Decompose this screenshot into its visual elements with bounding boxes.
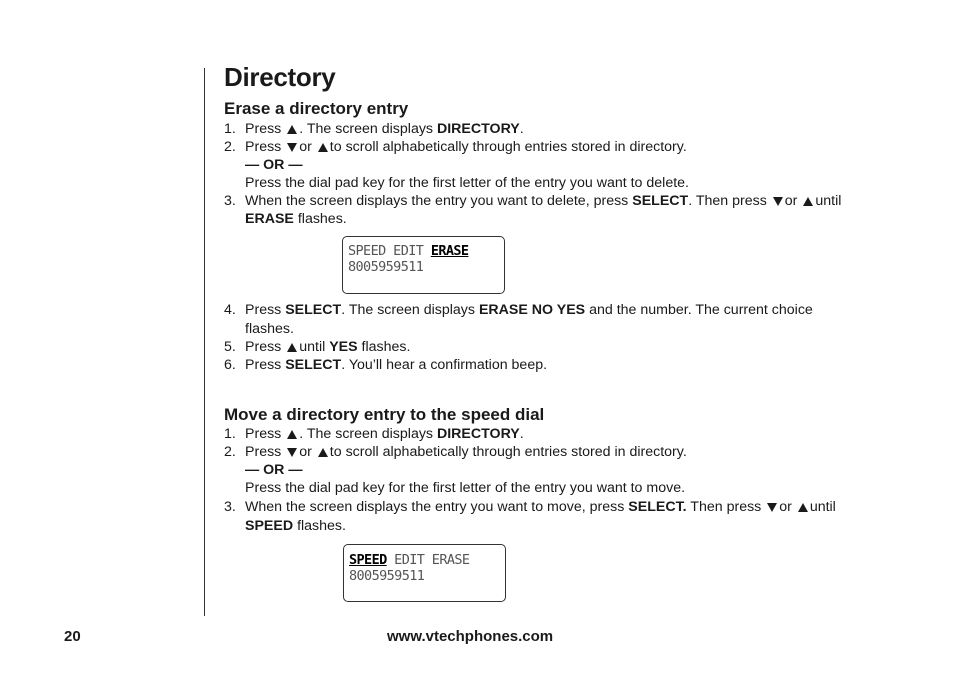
move-alt: Press the dial pad key for the first letter of the entry you want to move. xyxy=(245,480,686,496)
erase-heading: Erase a directory entry xyxy=(224,99,409,118)
down-arrow-icon xyxy=(287,448,297,457)
erase-step-4: 4. Press SELECT. The screen displays ERASE NO YES and the number. The current choice xyxy=(224,302,813,318)
move-step-3-cont: SPEED flashes. xyxy=(245,518,346,534)
down-arrow-icon xyxy=(767,503,777,512)
move-step-1: 1. Press . The screen displays DIRECTORY. xyxy=(224,426,524,442)
move-step-3: 3. When the screen displays the entry you want to move, press SELECT. Then press or until xyxy=(224,499,836,515)
footer-url: www.vtechphones.com xyxy=(387,628,554,645)
page-title: Directory xyxy=(224,62,336,92)
move-or: — OR — xyxy=(245,462,303,478)
up-arrow-icon xyxy=(798,503,808,512)
erase-step-3-cont: ERASE flashes. xyxy=(245,211,347,227)
up-arrow-icon xyxy=(803,197,813,206)
erase-step-2: 2. Press or to scroll alphabetically through entries stored in directory. xyxy=(224,139,687,155)
up-arrow-icon xyxy=(318,143,328,152)
erase-lcd-screen: SPEED EDIT ERASE 8005959511 xyxy=(342,236,505,294)
erase-step-1: 1. Press . The screen displays DIRECTORY. xyxy=(224,121,524,137)
move-heading: Move a directory entry to the speed dial xyxy=(224,405,545,424)
lcd-highlight: ERASE xyxy=(430,243,469,259)
erase-step-4-cont: flashes. xyxy=(245,321,294,337)
page-number: 20 xyxy=(64,628,81,645)
down-arrow-icon xyxy=(287,143,297,152)
up-arrow-icon xyxy=(287,125,297,134)
up-arrow-icon xyxy=(318,448,328,457)
move-step-2: 2. Press or to scroll alphabetically through entries stored in directory. xyxy=(224,444,687,460)
erase-step-5: 5. Press until YES flashes. xyxy=(224,339,411,355)
erase-step-3: 3. When the screen displays the entry you want to delete, press SELECT. Then press or until xyxy=(224,193,842,209)
erase-or: — OR — xyxy=(245,157,303,173)
down-arrow-icon xyxy=(773,197,783,206)
margin-rule xyxy=(204,68,205,616)
lcd-highlight: SPEED xyxy=(349,552,387,568)
erase-step-6: 6. Press SELECT. You’ll hear a confirmation beep. xyxy=(224,357,548,373)
erase-alt: Press the dial pad key for the first letter of the entry you want to delete. xyxy=(245,175,689,191)
move-lcd-screen: SPEED EDIT ERASE 8005959511 xyxy=(343,544,506,602)
up-arrow-icon xyxy=(287,430,297,439)
up-arrow-icon xyxy=(287,343,297,352)
